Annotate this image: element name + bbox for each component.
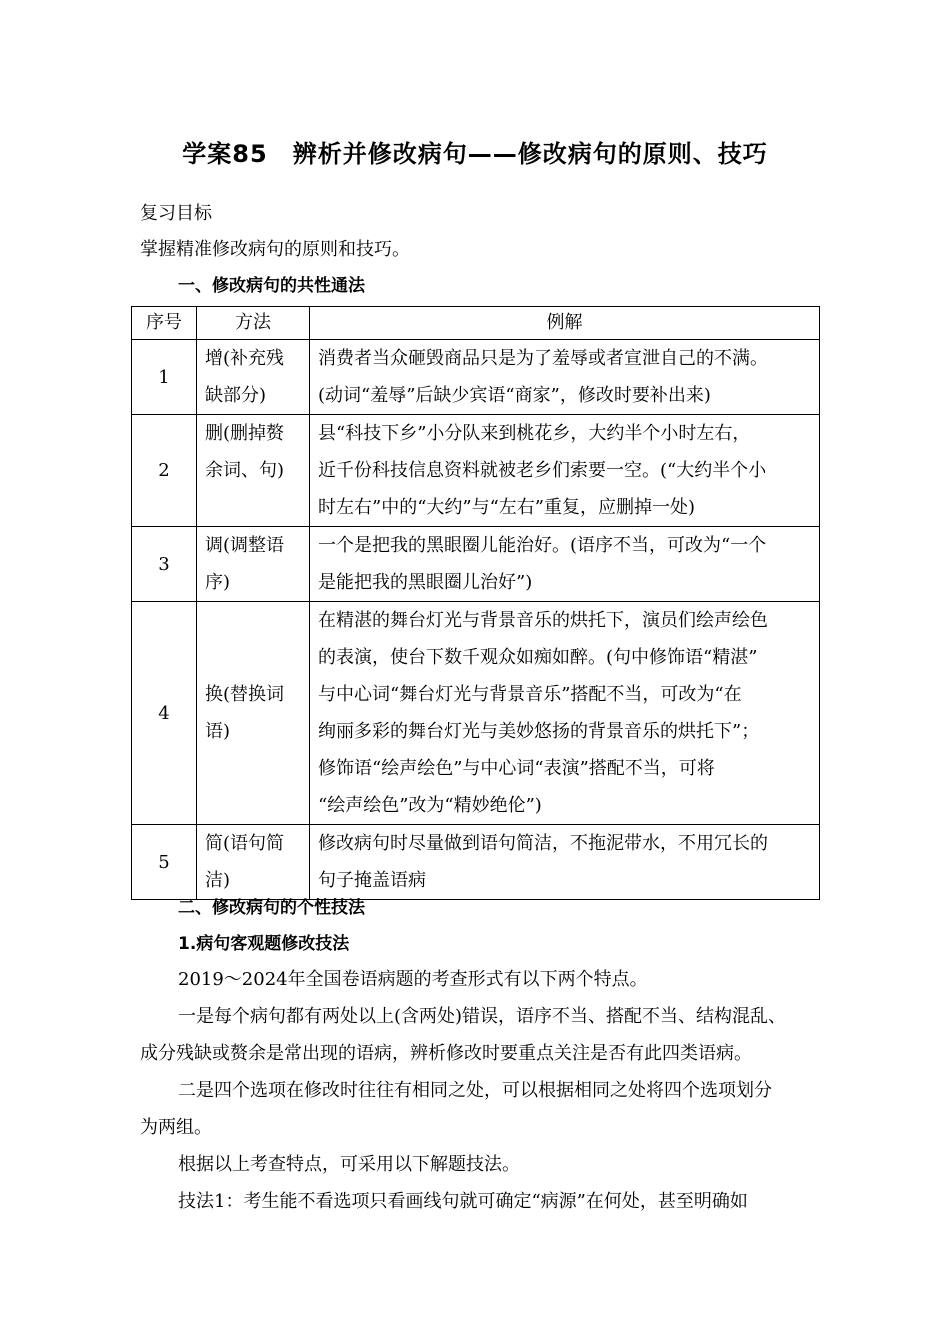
paragraph: 技法1：考生能不看选项只看画线句就可确定“病源”在何处，甚至明确如 <box>178 1191 748 1212</box>
example-line: 与中心词“舞台灯光与背景音乐”搭配不当，可改为“在 <box>318 684 742 705</box>
example-line: 句子掩盖语病 <box>318 870 426 891</box>
table-row <box>132 602 820 825</box>
method-line: 序) <box>205 572 231 593</box>
paragraph: 根据以上考查特点，可采用以下解题技法。 <box>178 1154 520 1175</box>
header-example: 例解 <box>310 307 820 340</box>
header-method: 方法 <box>197 307 310 340</box>
table-row <box>132 340 820 415</box>
example-line: “绘声绘色”改为“精妙绝伦”) <box>318 795 542 816</box>
paragraph: 一是每个病句都有两处以上(含两处)错误，语序不当、搭配不当、结构混乱、 <box>178 1006 787 1027</box>
row-example <box>310 415 820 527</box>
row-method <box>197 602 310 825</box>
example-line: 近千份科技信息资料就被老乡们索要一空。(“大约半个小 <box>318 460 767 481</box>
objective-heading: 复习目标 <box>140 203 212 224</box>
example-line: 县“科技下乡”小分队来到桃花乡，大约半个小时左右， <box>318 423 751 444</box>
row-number: 3 <box>132 527 197 602</box>
table-header-row <box>132 307 820 340</box>
row-number: 2 <box>132 415 197 527</box>
row-example <box>310 527 820 602</box>
section2-heading: 二、修改病句的个性技法 <box>178 898 365 918</box>
example-line: 绚丽多彩的舞台灯光与美妙悠扬的背景音乐的烘托下”； <box>318 721 760 742</box>
row-method <box>197 825 310 900</box>
method-line: 简(语句简 <box>205 833 285 854</box>
row-number: 5 <box>132 825 197 900</box>
row-method <box>197 527 310 602</box>
subsection-heading: 1.病句客观题修改技法 <box>178 934 350 954</box>
row-method <box>197 415 310 527</box>
method-line: 换(替换词 <box>205 684 285 705</box>
example-line: (动词“羞辱”后缺少宾语“商家”，修改时要补出来) <box>318 385 711 406</box>
table-row <box>132 825 820 900</box>
method-line: 洁) <box>205 870 231 891</box>
row-example <box>310 825 820 900</box>
methods-table <box>131 306 820 900</box>
example-line: 的表演，使台下数千观众如痴如醉。(句中修饰语“精湛” <box>318 647 758 668</box>
method-line: 缺部分) <box>205 385 267 406</box>
table-row <box>132 527 820 602</box>
section1-heading: 一、修改病句的共性通法 <box>178 276 365 296</box>
page-title: 学案85 辨析并修改病句——修改病句的原则、技巧 <box>182 140 768 168</box>
objective-text: 掌握精准修改病句的原则和技巧。 <box>140 239 410 260</box>
table-row <box>132 415 820 527</box>
method-line: 语) <box>205 721 231 742</box>
paragraph: 为两组。 <box>140 1117 212 1138</box>
row-method <box>197 340 310 415</box>
method-line: 调(调整语 <box>205 535 285 556</box>
example-line: 消费者当众砸毁商品只是为了羞辱或者宣泄自己的不满。 <box>318 348 768 369</box>
row-number: 4 <box>132 602 197 825</box>
example-line: 在精湛的舞台灯光与背景音乐的烘托下，演员们绘声绘色 <box>318 610 768 631</box>
example-line: 时左右”中的“大约”与“左右”重复，应删掉一处) <box>318 497 696 518</box>
method-line: 增(补充残 <box>205 348 285 369</box>
row-example <box>310 602 820 825</box>
method-line: 删(删掉赘 <box>205 423 285 444</box>
header-no: 序号 <box>132 307 197 340</box>
paragraph: 2019～2024年全国卷语病题的考查形式有以下两个特点。 <box>178 969 648 990</box>
example-line: 修饰语“绘声绘色”与中心词“表演”搭配不当，可将 <box>318 758 715 779</box>
paragraph: 成分残缺或赘余是常出现的语病，辨析修改时要重点关注是否有此四类语病。 <box>140 1043 752 1064</box>
example-line: 修改病句时尽量做到语句简洁，不拖泥带水，不用冗长的 <box>318 833 768 854</box>
example-line: 是能把我的黑眼圈儿治好”) <box>318 572 533 593</box>
example-line: 一个是把我的黑眼圈儿能治好。(语序不当，可改为“一个 <box>318 535 767 556</box>
paragraph: 二是四个选项在修改时往往有相同之处，可以根据相同之处将四个选项划分 <box>178 1080 772 1101</box>
row-example <box>310 340 820 415</box>
row-number: 1 <box>132 340 197 415</box>
method-line: 余词、句) <box>205 460 285 481</box>
